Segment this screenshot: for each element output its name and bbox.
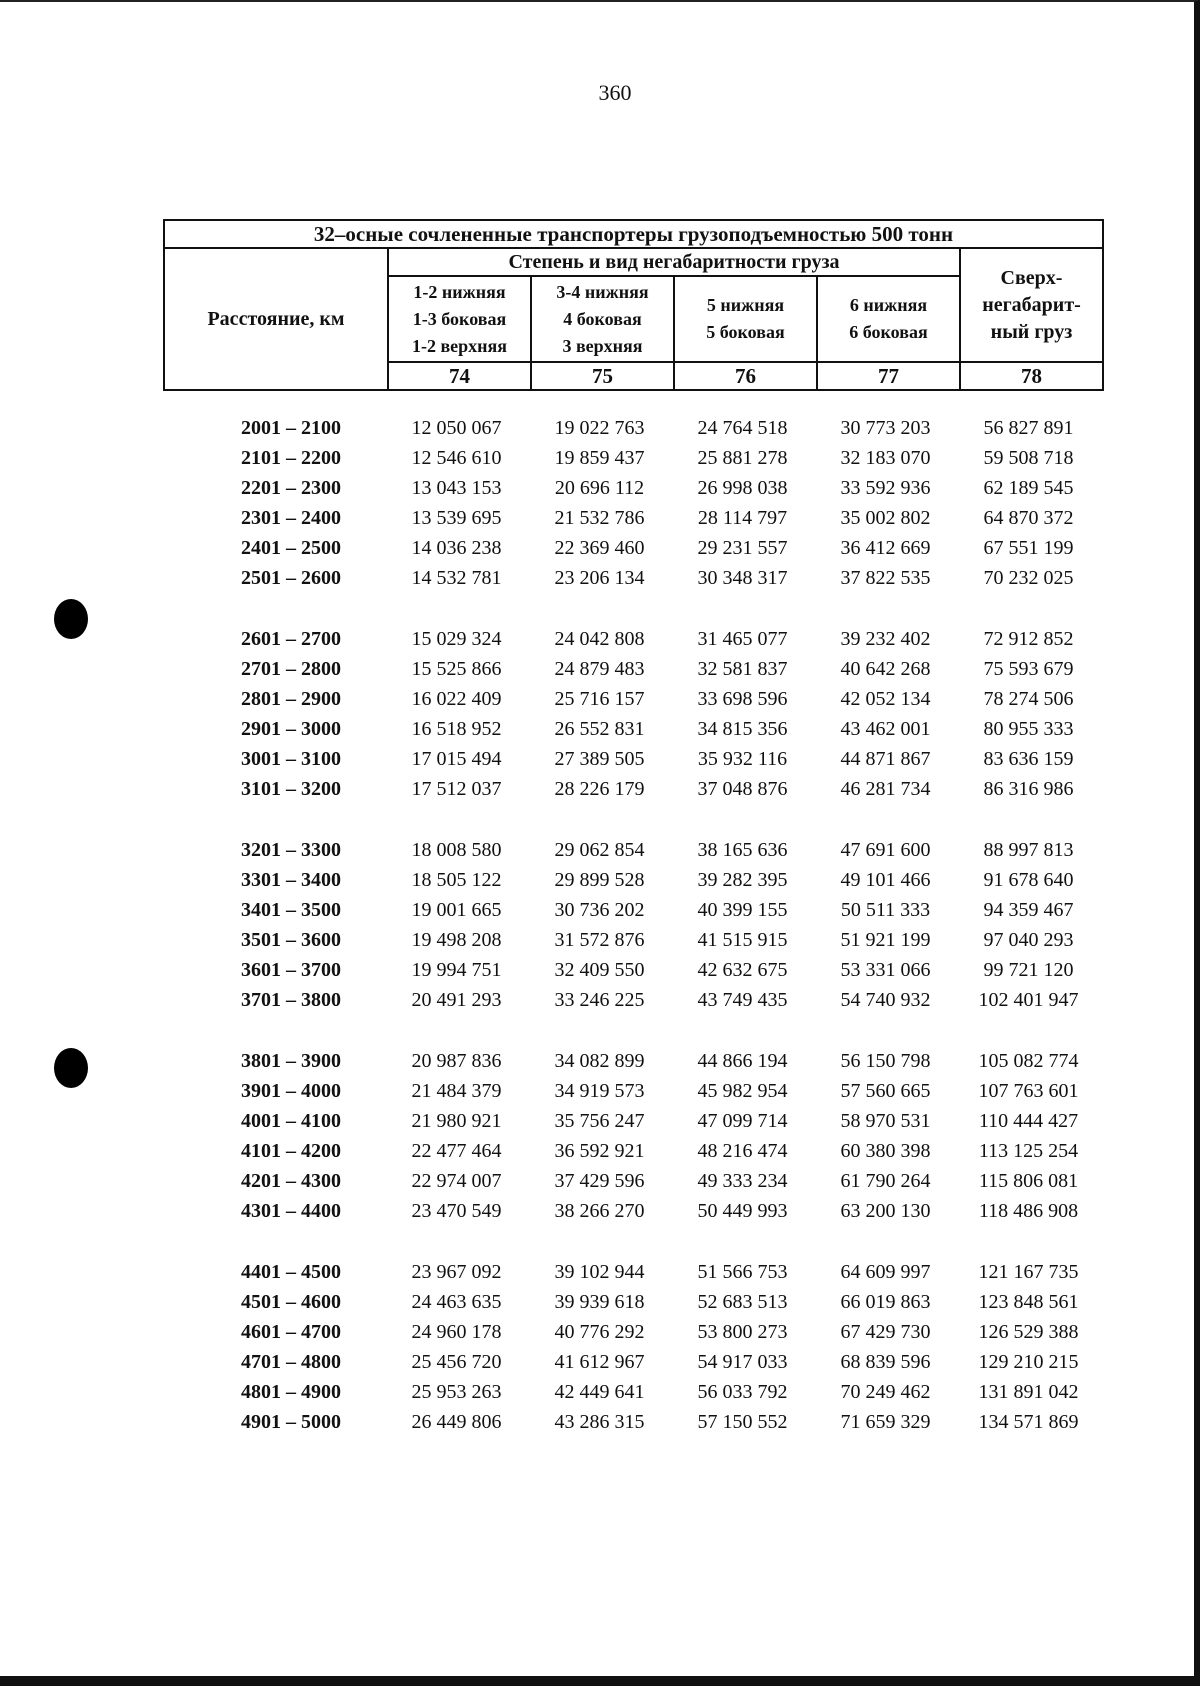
value-cell: 39 939 618 xyxy=(554,1290,645,1313)
value-cell: 51 921 199 xyxy=(840,928,931,951)
table-row xyxy=(163,895,1104,925)
value-cell: 30 773 203 xyxy=(840,416,931,439)
value-cell: 24 764 518 xyxy=(697,416,788,439)
table-row xyxy=(163,1046,1104,1076)
value-cell: 50 511 333 xyxy=(840,898,931,921)
table-row xyxy=(163,1407,1104,1437)
value-cell: 26 998 038 xyxy=(697,476,788,499)
value-cell: 31 572 876 xyxy=(554,928,645,951)
column-header-line: 3 верхняя xyxy=(562,335,643,356)
value-cell: 43 286 315 xyxy=(554,1410,645,1433)
value-cell: 47 691 600 xyxy=(840,838,931,861)
table-row xyxy=(163,1287,1104,1317)
distance-cell: 2101 – 2200 xyxy=(241,446,341,469)
value-cell: 36 412 669 xyxy=(840,536,931,559)
distance-cell: 4101 – 4200 xyxy=(241,1139,341,1162)
value-cell: 53 331 066 xyxy=(840,958,931,981)
value-cell: 38 266 270 xyxy=(554,1199,645,1222)
table-title: 32–осные сочлененные транспортеры грузоподъемностью 500 тонн xyxy=(164,220,1103,248)
value-cell: 126 529 388 xyxy=(978,1320,1079,1343)
column-header-line: 5 нижняя xyxy=(706,295,785,315)
value-cell: 72 912 852 xyxy=(983,627,1074,650)
value-cell: 88 997 813 xyxy=(983,838,1074,861)
value-cell: 19 022 763 xyxy=(554,416,645,439)
distance-cell: 2701 – 2800 xyxy=(241,657,341,680)
table-row xyxy=(163,413,1104,443)
table-row xyxy=(163,925,1104,955)
page-number: 360 xyxy=(598,80,632,105)
value-cell: 12 050 067 xyxy=(411,416,502,439)
distance-cell: 2201 – 2300 xyxy=(241,476,341,499)
value-cell: 21 980 921 xyxy=(411,1109,502,1132)
column-header-line: 4 боковая xyxy=(563,308,642,329)
distance-cell: 2901 – 3000 xyxy=(241,717,341,740)
row-group xyxy=(163,1046,1104,1226)
value-cell: 24 042 808 xyxy=(554,627,645,650)
value-cell: 32 183 070 xyxy=(840,446,931,469)
distance-cell: 3201 – 3300 xyxy=(241,838,341,861)
row-group xyxy=(163,624,1104,804)
value-cell: 52 683 513 xyxy=(697,1290,788,1313)
value-cell: 25 953 263 xyxy=(411,1380,502,1403)
value-cell: 32 581 837 xyxy=(697,657,788,680)
value-cell: 56 150 798 xyxy=(840,1049,931,1072)
value-cell: 80 955 333 xyxy=(983,717,1074,740)
value-cell: 68 839 596 xyxy=(840,1350,931,1373)
distance-header: Расстояние, км xyxy=(164,248,388,390)
column-number: 75 xyxy=(531,362,674,390)
table-row xyxy=(163,1377,1104,1407)
value-cell: 64 609 997 xyxy=(840,1260,931,1283)
table-row xyxy=(163,835,1104,865)
column-header-77 xyxy=(817,276,960,362)
value-cell: 28 226 179 xyxy=(554,777,645,800)
value-cell: 110 444 427 xyxy=(978,1109,1079,1132)
value-cell: 21 484 379 xyxy=(411,1079,502,1102)
value-cell: 34 815 356 xyxy=(697,717,788,740)
value-cell: 15 029 324 xyxy=(411,627,502,650)
value-cell: 14 036 238 xyxy=(411,536,502,559)
value-cell: 19 001 665 xyxy=(411,898,502,921)
value-cell: 29 062 854 xyxy=(554,838,645,861)
table-row xyxy=(163,624,1104,654)
value-cell: 44 866 194 xyxy=(697,1049,788,1072)
value-cell: 60 380 398 xyxy=(840,1139,931,1162)
binder-hole xyxy=(54,1048,88,1088)
distance-cell: 3001 – 3100 xyxy=(241,747,341,770)
column-header-line: Сверх- xyxy=(1000,266,1063,289)
table-row xyxy=(163,774,1104,804)
distance-cell: 3701 – 3800 xyxy=(241,988,341,1011)
value-cell: 23 206 134 xyxy=(554,566,645,589)
value-cell: 40 776 292 xyxy=(554,1320,645,1343)
row-group xyxy=(163,835,1104,1015)
distance-cell: 3901 – 4000 xyxy=(241,1079,341,1102)
column-header-75 xyxy=(531,276,674,362)
value-cell: 24 879 483 xyxy=(554,657,645,680)
distance-cell: 4701 – 4800 xyxy=(241,1350,341,1373)
table-row xyxy=(163,1196,1104,1226)
value-cell: 41 612 967 xyxy=(554,1350,645,1373)
value-cell: 49 333 234 xyxy=(697,1169,788,1192)
value-cell: 29 899 528 xyxy=(554,868,645,891)
value-cell: 40 642 268 xyxy=(840,657,931,680)
table-row xyxy=(163,1257,1104,1287)
distance-cell: 3301 – 3400 xyxy=(241,868,341,891)
value-cell: 26 449 806 xyxy=(411,1410,502,1433)
value-cell: 67 551 199 xyxy=(983,536,1074,559)
value-cell: 59 508 718 xyxy=(983,446,1074,469)
value-cell: 15 525 866 xyxy=(411,657,502,680)
value-cell: 131 891 042 xyxy=(978,1380,1079,1403)
value-cell: 63 200 130 xyxy=(840,1199,931,1222)
value-cell: 33 698 596 xyxy=(697,687,788,710)
distance-cell: 3101 – 3200 xyxy=(241,777,341,800)
value-cell: 78 274 506 xyxy=(983,687,1074,710)
value-cell: 28 114 797 xyxy=(697,506,788,529)
value-cell: 34 082 899 xyxy=(554,1049,645,1072)
value-cell: 83 636 159 xyxy=(983,747,1074,770)
distance-cell: 2601 – 2700 xyxy=(241,627,341,650)
distance-cell: 3501 – 3600 xyxy=(241,928,341,951)
table-row xyxy=(163,1136,1104,1166)
table-row xyxy=(163,1106,1104,1136)
value-cell: 53 800 273 xyxy=(697,1320,788,1343)
distance-cell: 4401 – 4500 xyxy=(241,1260,341,1283)
value-cell: 20 696 112 xyxy=(554,476,645,499)
value-cell: 34 919 573 xyxy=(554,1079,645,1102)
table-row xyxy=(163,714,1104,744)
distance-cell: 2001 – 2100 xyxy=(241,416,341,439)
value-cell: 43 462 001 xyxy=(840,717,931,740)
value-cell: 20 987 836 xyxy=(411,1049,502,1072)
value-cell: 129 210 215 xyxy=(978,1350,1079,1373)
value-cell: 39 102 944 xyxy=(554,1260,645,1283)
value-cell: 13 539 695 xyxy=(411,506,502,529)
degree-header: Степень и вид негабаритности груза xyxy=(388,248,960,276)
table-row xyxy=(163,473,1104,503)
value-cell: 23 967 092 xyxy=(411,1260,502,1283)
value-cell: 64 870 372 xyxy=(983,506,1074,529)
table-row xyxy=(163,1166,1104,1196)
value-cell: 121 167 735 xyxy=(978,1260,1079,1283)
distance-cell: 4501 – 4600 xyxy=(241,1290,341,1313)
value-cell: 36 592 921 xyxy=(554,1139,645,1162)
table-row xyxy=(163,985,1104,1015)
value-cell: 37 429 596 xyxy=(554,1169,645,1192)
column-header-line: 6 нижняя xyxy=(849,295,928,315)
value-cell: 54 917 033 xyxy=(697,1350,788,1373)
column-header-line: 1-2 нижняя xyxy=(413,281,506,302)
table-body xyxy=(163,413,1104,1468)
value-cell: 12 546 610 xyxy=(411,446,502,469)
value-cell: 19 859 437 xyxy=(554,446,645,469)
distance-cell: 3801 – 3900 xyxy=(241,1049,341,1072)
value-cell: 23 470 549 xyxy=(411,1199,502,1222)
value-cell: 41 515 915 xyxy=(697,928,788,951)
value-cell: 118 486 908 xyxy=(978,1199,1079,1222)
value-cell: 30 736 202 xyxy=(554,898,645,921)
value-cell: 25 881 278 xyxy=(697,446,788,469)
value-cell: 13 043 153 xyxy=(411,476,502,499)
value-cell: 33 592 936 xyxy=(840,476,931,499)
table-row xyxy=(163,684,1104,714)
column-number: 77 xyxy=(817,362,960,390)
value-cell: 16 022 409 xyxy=(411,687,502,710)
value-cell: 61 790 264 xyxy=(840,1169,931,1192)
value-cell: 56 827 891 xyxy=(983,416,1074,439)
value-cell: 37 048 876 xyxy=(697,777,788,800)
column-number: 74 xyxy=(388,362,531,390)
value-cell: 107 763 601 xyxy=(978,1079,1079,1102)
value-cell: 18 008 580 xyxy=(411,838,502,861)
value-cell: 29 231 557 xyxy=(697,536,788,559)
column-header-line: негабарит- xyxy=(982,293,1081,316)
value-cell: 123 848 561 xyxy=(978,1290,1079,1313)
value-cell: 16 518 952 xyxy=(411,717,502,740)
value-cell: 134 571 869 xyxy=(978,1410,1079,1433)
value-cell: 37 822 535 xyxy=(840,566,931,589)
value-cell: 57 150 552 xyxy=(697,1410,788,1433)
table-row xyxy=(163,865,1104,895)
column-header-line: ный груз xyxy=(990,320,1073,343)
value-cell: 97 040 293 xyxy=(983,928,1074,951)
value-cell: 42 632 675 xyxy=(697,958,788,981)
distance-cell: 2401 – 2500 xyxy=(241,536,341,559)
table-row xyxy=(163,1076,1104,1106)
value-cell: 48 216 474 xyxy=(697,1139,788,1162)
column-header-line: 3-4 нижняя xyxy=(556,281,649,302)
table-row xyxy=(163,1347,1104,1377)
value-cell: 17 512 037 xyxy=(411,777,502,800)
value-cell: 86 316 986 xyxy=(983,777,1074,800)
distance-cell: 4601 – 4700 xyxy=(241,1320,341,1343)
value-cell: 22 974 007 xyxy=(411,1169,502,1192)
distance-cell: 2801 – 2900 xyxy=(241,687,341,710)
value-cell: 58 970 531 xyxy=(840,1109,931,1132)
value-cell: 22 369 460 xyxy=(554,536,645,559)
value-cell: 70 249 462 xyxy=(840,1380,931,1403)
value-cell: 19 498 208 xyxy=(411,928,502,951)
distance-cell: 4301 – 4400 xyxy=(241,1199,341,1222)
value-cell: 47 099 714 xyxy=(697,1109,788,1132)
binder-hole xyxy=(54,599,88,639)
value-cell: 91 678 640 xyxy=(983,868,1074,891)
value-cell: 35 932 116 xyxy=(697,747,788,770)
value-cell: 102 401 947 xyxy=(978,988,1079,1011)
value-cell: 75 593 679 xyxy=(983,657,1074,680)
table-row xyxy=(163,503,1104,533)
distance-cell: 3401 – 3500 xyxy=(241,898,341,921)
value-cell: 115 806 081 xyxy=(978,1169,1079,1192)
table-row xyxy=(163,563,1104,593)
value-cell: 22 477 464 xyxy=(411,1139,502,1162)
distance-cell: 2301 – 2400 xyxy=(241,506,341,529)
value-cell: 105 082 774 xyxy=(978,1049,1079,1072)
value-cell: 43 749 435 xyxy=(697,988,788,1011)
table-header xyxy=(163,219,1104,391)
value-cell: 56 033 792 xyxy=(697,1380,788,1403)
value-cell: 25 456 720 xyxy=(411,1350,502,1373)
value-cell: 19 994 751 xyxy=(411,958,502,981)
value-cell: 45 982 954 xyxy=(697,1079,788,1102)
table-row xyxy=(163,443,1104,473)
distance-cell: 3601 – 3700 xyxy=(241,958,341,981)
value-cell: 27 389 505 xyxy=(554,747,645,770)
value-cell: 26 552 831 xyxy=(554,717,645,740)
value-cell: 38 165 636 xyxy=(697,838,788,861)
row-group xyxy=(163,413,1104,593)
distance-cell: 4901 – 5000 xyxy=(241,1410,341,1433)
value-cell: 32 409 550 xyxy=(554,958,645,981)
value-cell: 24 960 178 xyxy=(411,1320,502,1343)
value-cell: 17 015 494 xyxy=(411,747,502,770)
column-number: 76 xyxy=(674,362,817,390)
distance-cell: 4201 – 4300 xyxy=(241,1169,341,1192)
value-cell: 44 871 867 xyxy=(840,747,931,770)
value-cell: 113 125 254 xyxy=(978,1139,1079,1162)
column-header-line: 1-3 боковая xyxy=(412,308,507,329)
value-cell: 50 449 993 xyxy=(697,1199,788,1222)
value-cell: 42 449 641 xyxy=(554,1380,645,1403)
value-cell: 21 532 786 xyxy=(554,506,645,529)
table-row xyxy=(163,1317,1104,1347)
distance-cell: 4001 – 4100 xyxy=(241,1109,341,1132)
table-row xyxy=(163,955,1104,985)
value-cell: 42 052 134 xyxy=(840,687,931,710)
value-cell: 33 246 225 xyxy=(554,988,645,1011)
value-cell: 54 740 932 xyxy=(840,988,931,1011)
distance-cell: 2501 – 2600 xyxy=(241,566,341,589)
value-cell: 18 505 122 xyxy=(411,868,502,891)
value-cell: 70 232 025 xyxy=(983,566,1074,589)
value-cell: 14 532 781 xyxy=(411,566,502,589)
column-header-76 xyxy=(674,276,817,362)
value-cell: 25 716 157 xyxy=(554,687,645,710)
table-row xyxy=(163,744,1104,774)
column-header-line: 1-2 верхняя xyxy=(411,335,508,356)
table-row xyxy=(163,533,1104,563)
column-header-74 xyxy=(388,276,531,362)
value-cell: 24 463 635 xyxy=(411,1290,502,1313)
value-cell: 67 429 730 xyxy=(840,1320,931,1343)
value-cell: 51 566 753 xyxy=(697,1260,788,1283)
value-cell: 39 282 395 xyxy=(697,868,788,891)
value-cell: 66 019 863 xyxy=(840,1290,931,1313)
column-header-78 xyxy=(960,248,1103,362)
value-cell: 30 348 317 xyxy=(697,566,788,589)
value-cell: 40 399 155 xyxy=(697,898,788,921)
value-cell: 46 281 734 xyxy=(840,777,931,800)
column-header-line: 5 боковая xyxy=(706,322,785,342)
value-cell: 31 465 077 xyxy=(697,627,788,650)
distance-cell: 4801 – 4900 xyxy=(241,1380,341,1403)
value-cell: 35 002 802 xyxy=(840,506,931,529)
table-row xyxy=(163,654,1104,684)
row-group xyxy=(163,1257,1104,1437)
value-cell: 39 232 402 xyxy=(840,627,931,650)
value-cell: 49 101 466 xyxy=(840,868,931,891)
value-cell: 35 756 247 xyxy=(554,1109,645,1132)
value-cell: 99 721 120 xyxy=(983,958,1074,981)
value-cell: 57 560 665 xyxy=(840,1079,931,1102)
value-cell: 94 359 467 xyxy=(983,898,1074,921)
value-cell: 71 659 329 xyxy=(840,1410,931,1433)
column-number: 78 xyxy=(960,362,1103,390)
value-cell: 20 491 293 xyxy=(411,988,502,1011)
value-cell: 62 189 545 xyxy=(983,476,1074,499)
column-header-line: 6 боковая xyxy=(849,322,928,342)
